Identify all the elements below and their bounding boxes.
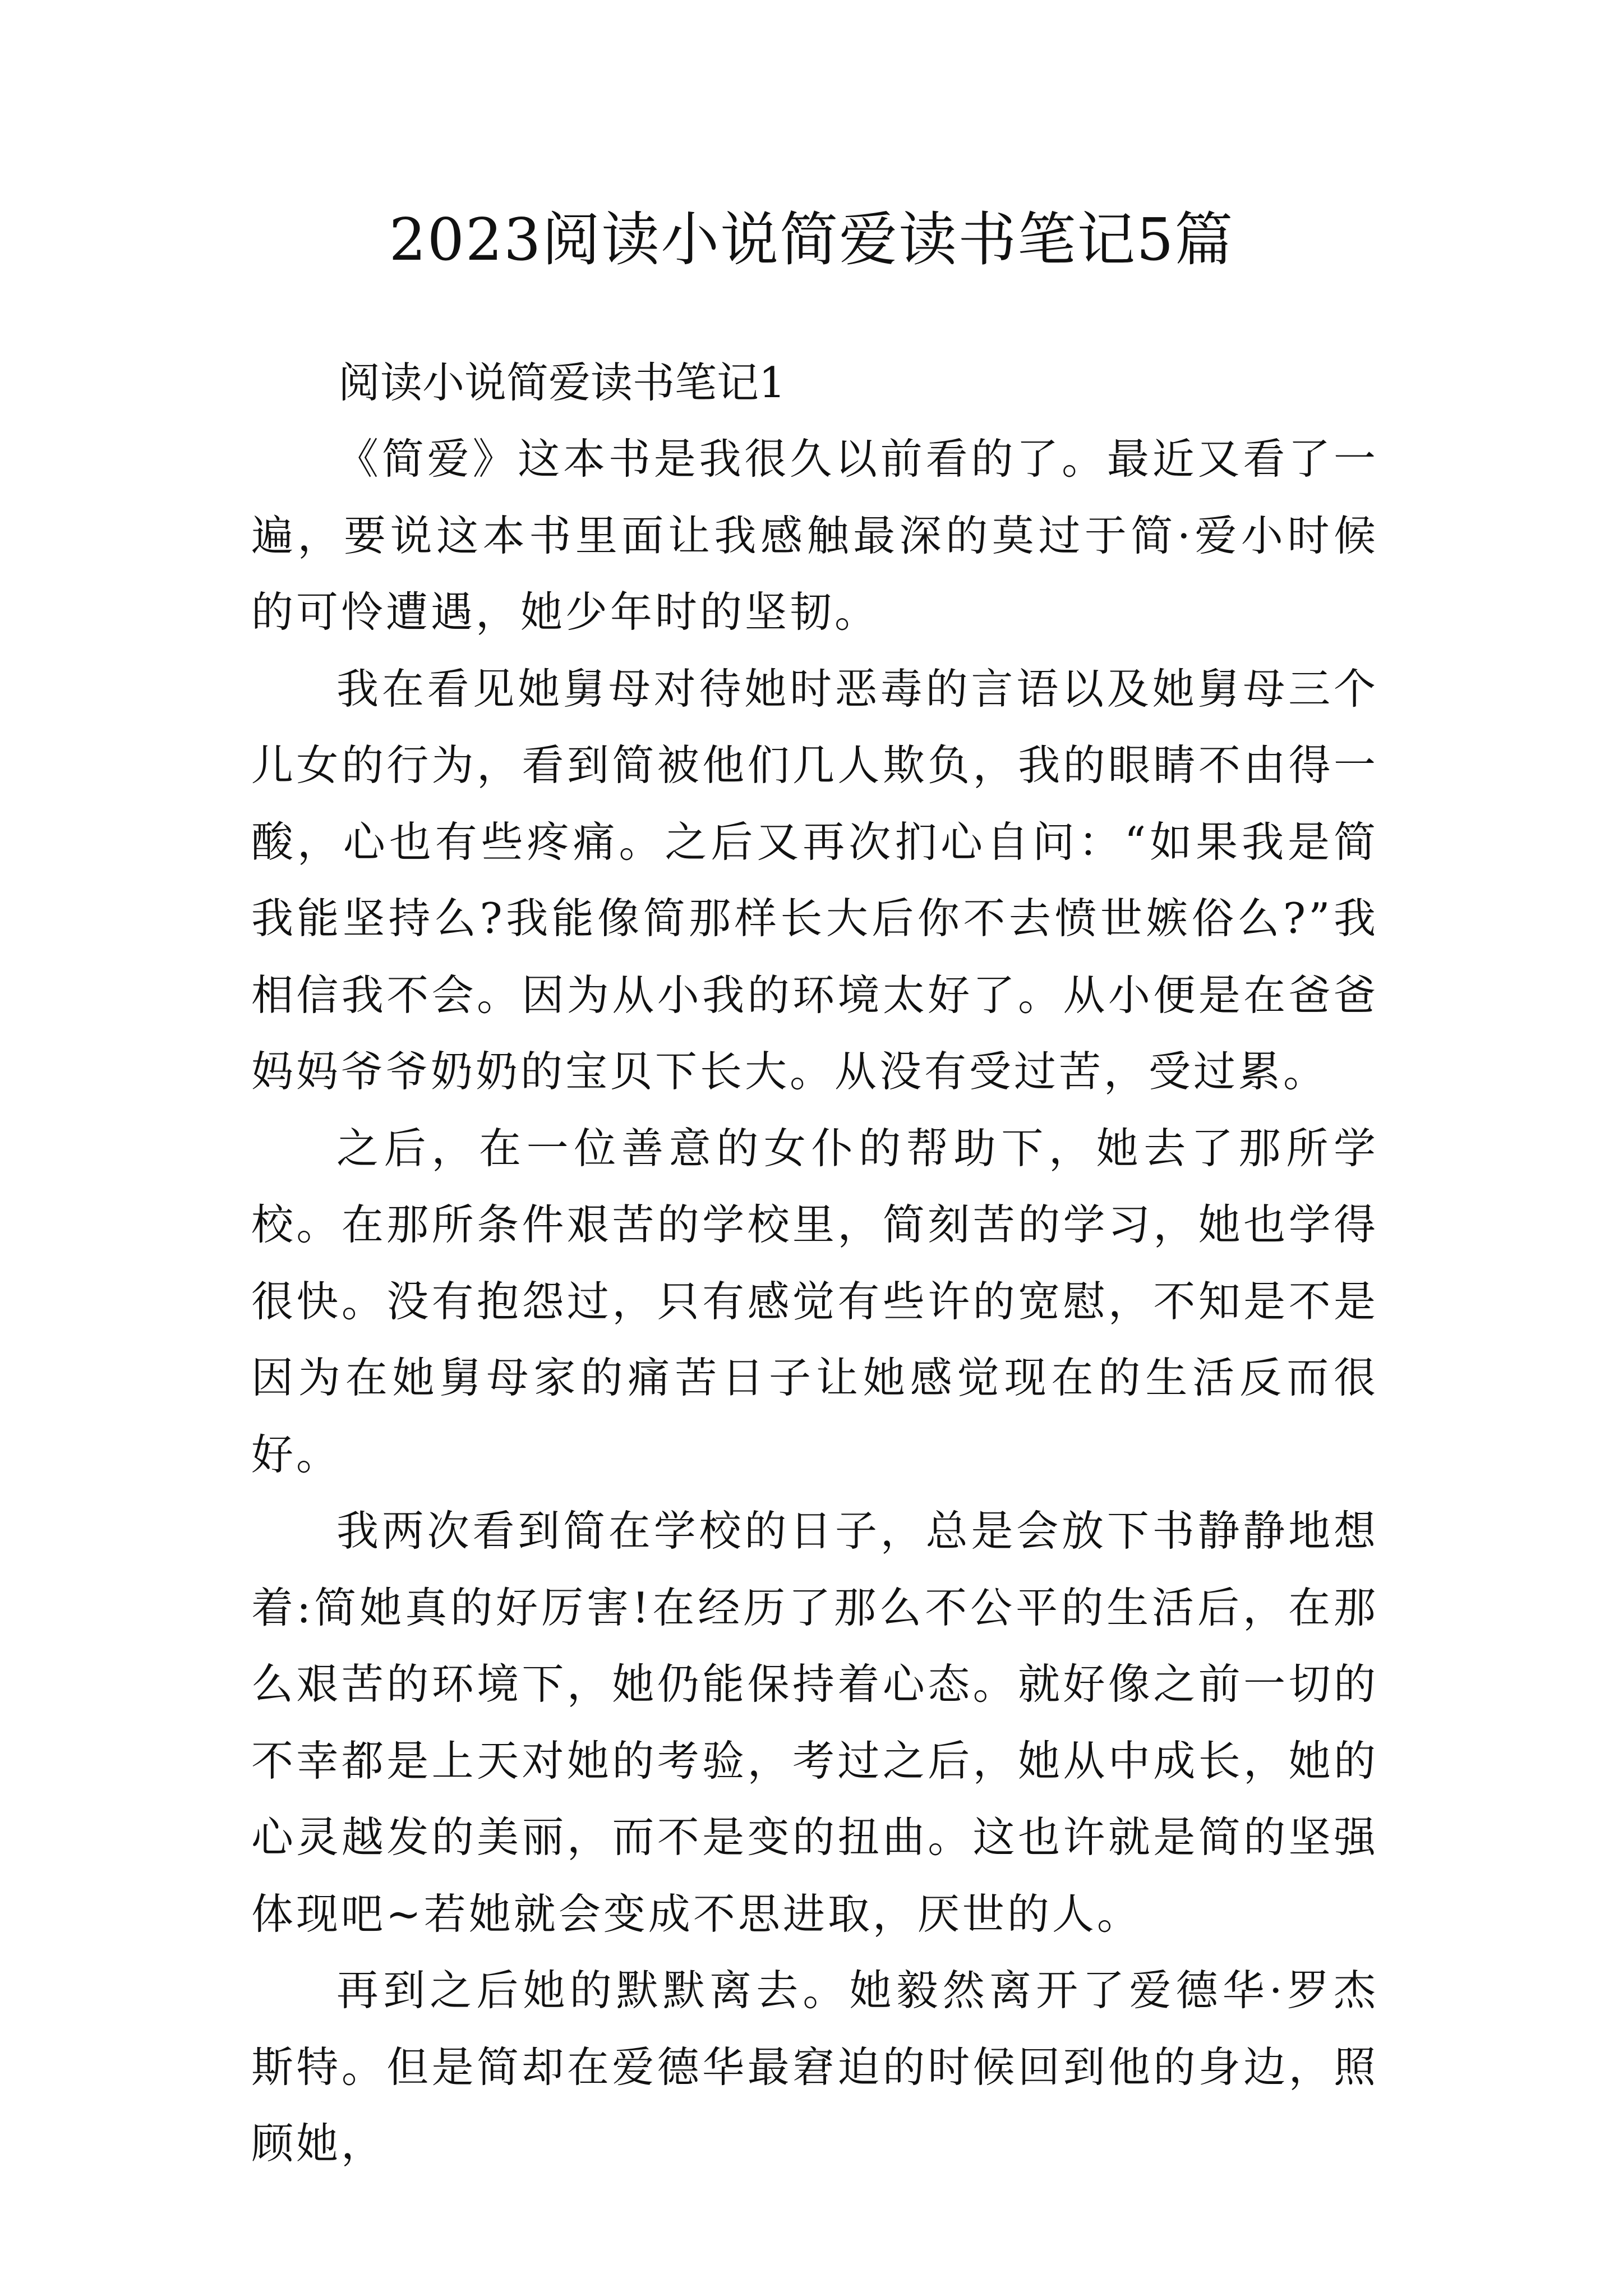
paragraph-4: 我两次看到简在学校的日子，总是会放下书静静地想着:简她真的好厉害!在经历了那么不公平的生活后，在那么艰苦的环境下，她仍能保持着心态。就好像之前一切的不幸都是上天对她的考验，考过之后，她从中成长，她的心灵越发的美丽，而不是变的扭曲。这也许就是简的坚强体现吧~若她就会变成不思进取，厌世的人。 — [251, 1506, 1378, 1939]
paragraph-2: 我在看见她舅母对待她时恶毒的言语以及她舅母三个儿女的行为，看到简被他们几人欺负，我的眼睛不由得一酸，心也有些疼痛。之后又再次扪心自问：“如果我是简我能坚持么?我能像简那样长大后你不去愤世嫉俗么?”我相信我不会。因为从小我的环境太好了。从小便是在爸爸妈妈爷爷奶奶的宝贝下长大。从没有受过苦，受过累。 — [251, 664, 1378, 1096]
document-title: 2023阅读小说简爱读书笔记5篇 — [389, 205, 1234, 274]
paragraph-5: 再到之后她的默默离去。她毅然离开了爱德华·罗杰斯特。但是简却在爱德华最窘迫的时候回到他的身边，照顾她， — [251, 1966, 1378, 2168]
paragraph-1: 《简爱》这本书是我很久以前看的了。最近又看了一遍，要说这本书里面让我感触最深的莫过于简·爱小时候的可怜遭遇，她少年时的坚韧。 — [251, 434, 1378, 637]
document-body — [251, 344, 1378, 2182]
paragraph-3: 之后，在一位善意的女仆的帮助下，她去了那所学校。在那所条件艰苦的学校里，简刻苦的学习，她也学得很快。没有抱怨过，只有感觉有些许的宽慰，不知是不是因为在她舅母家的痛苦日子让她感觉现在的生活反而很好。 — [251, 1123, 1378, 1479]
section-heading: 阅读小说简爱读书笔记1 — [338, 358, 786, 407]
